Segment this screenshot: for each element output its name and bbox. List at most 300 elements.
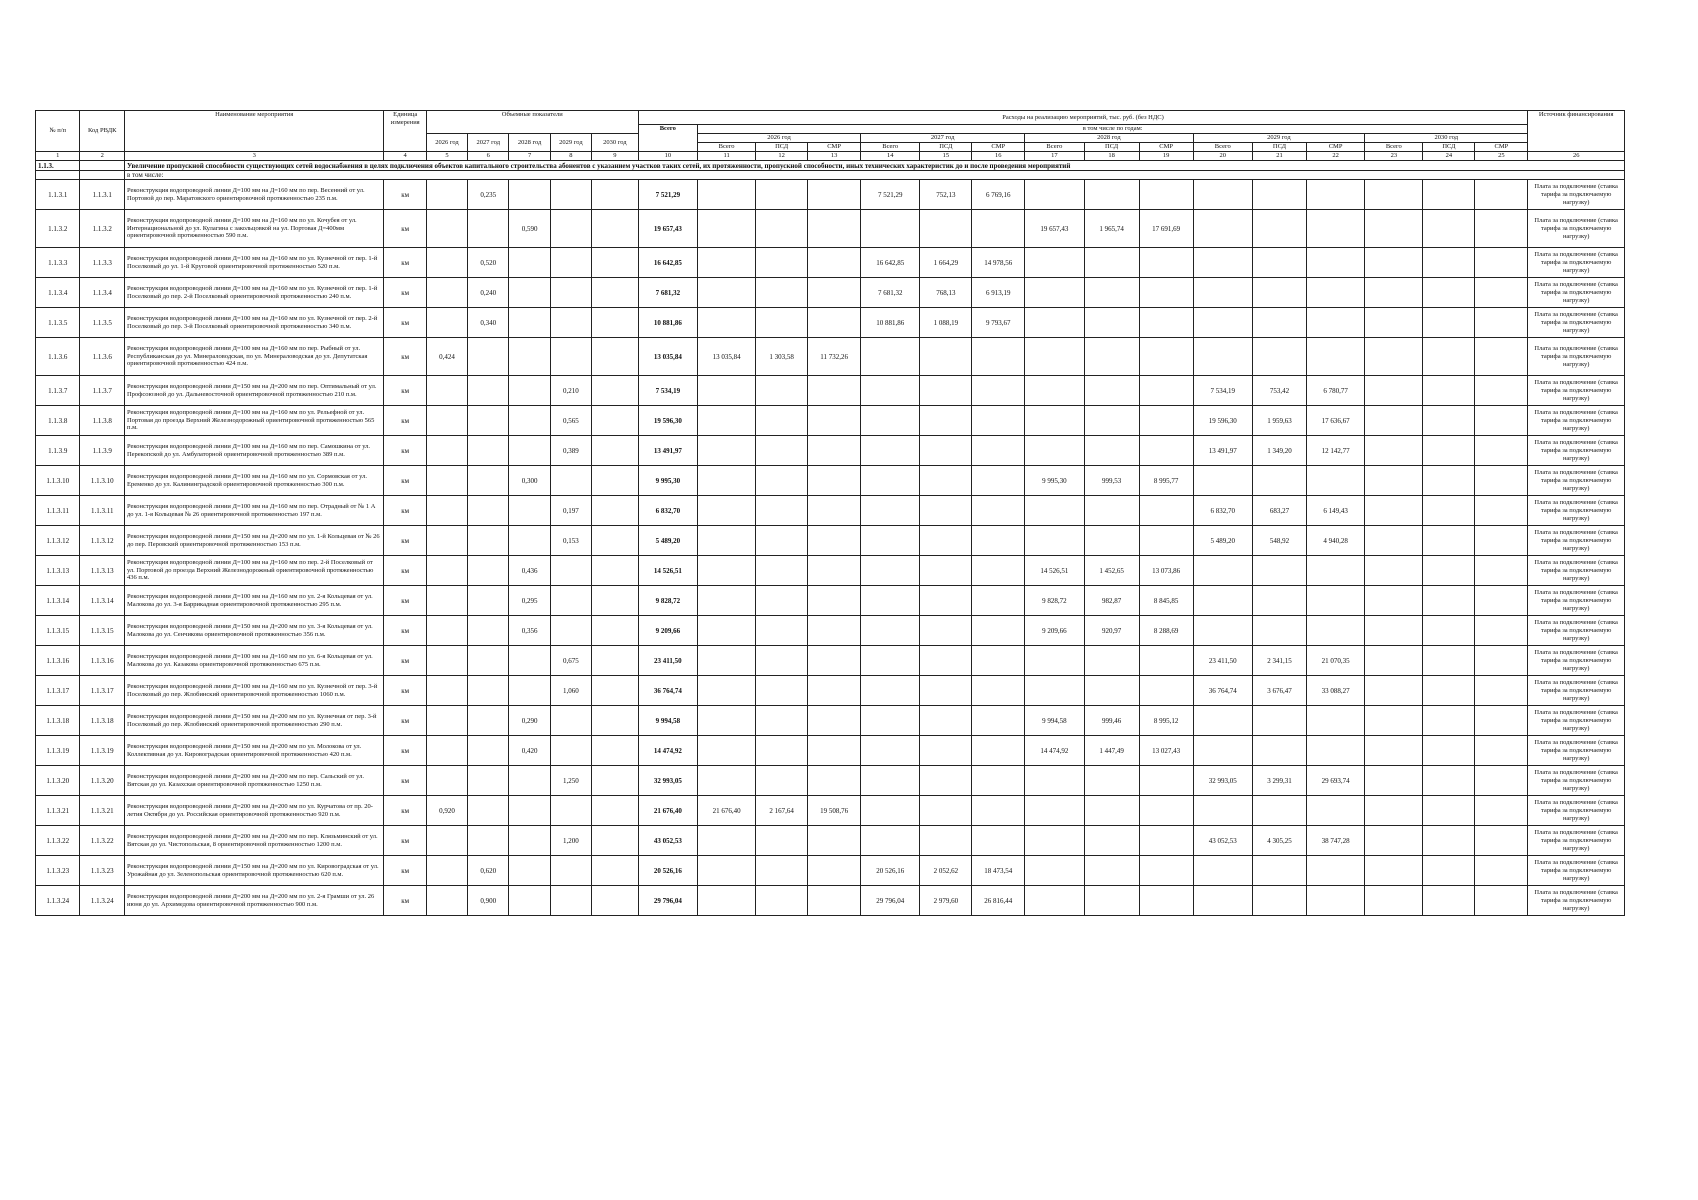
row-volume-y2026 (426, 248, 467, 278)
row-source: Плата за подключение (ставка тарифа за подключаемую нагрузку) (1528, 826, 1625, 856)
row-cost-y2030-total (1365, 436, 1423, 466)
row-cost-y2028-smr (1139, 856, 1193, 886)
row-cost-y2026-total (697, 180, 755, 210)
row-cost-y2028-smr (1139, 646, 1193, 676)
section-row (36, 161, 1625, 171)
row-volume-y2026 (426, 706, 467, 736)
row-total: 13 491,97 (638, 436, 697, 466)
col-header-by-years: в том числе по годам: (697, 125, 1527, 134)
row-cost-y2030-total (1365, 526, 1423, 556)
row-cost-y2030-smr (1475, 466, 1528, 496)
row-name: Реконструкция водопроводной линии Д=100 мм на Д=160 мм по ул. 2-я Кольцевая от ул. Малокова до ул. 3-я Баррикадная ориентировочной протяженностью 295 п.м. (124, 586, 384, 616)
row-cost-y2027-total: 16 642,85 (861, 248, 920, 278)
row-num: 1.1.3.3 (36, 248, 80, 278)
row-volume-y2028 (509, 646, 550, 676)
row-volume-y2026 (426, 436, 467, 466)
row-unit: км (384, 676, 426, 706)
row-cost-y2026-smr (808, 466, 861, 496)
sub-total: Всего (1025, 143, 1084, 152)
row-code: 1.1.3.7 (80, 376, 124, 406)
row-num: 1.1.3.6 (36, 338, 80, 376)
row-name: Реконструкция водопроводной линии Д=150 мм на Д=200 мм по ул. Кузнечная от пер. 3-й Поселковый до пер. Жлобинский ориентировочной протяженностью 290 п.м. (124, 706, 384, 736)
row-cost-y2029-psd: 3 299,31 (1252, 766, 1306, 796)
row-cost-y2030-psd (1423, 586, 1475, 616)
column-number: 8 (550, 152, 591, 161)
row-cost-y2026-smr (808, 766, 861, 796)
row-num: 1.1.3.18 (36, 706, 80, 736)
row-cost-y2028-smr: 8 995,77 (1139, 466, 1193, 496)
expense-year-2: 2027 год (861, 134, 1025, 143)
row-cost-y2030-psd (1423, 826, 1475, 856)
row-cost-y2026-smr (808, 406, 861, 436)
row-total: 23 411,50 (638, 646, 697, 676)
row-cost-y2029-smr: 6 149,43 (1306, 496, 1364, 526)
row-num: 1.1.3.5 (36, 308, 80, 338)
row-name: Реконструкция водопроводной линии Д=100 мм на Д=160 мм по ул. Кузнечной от пер. 3-й Поселковый до пер. Жлобинский ориентировочной протяженностью 1060 п.м. (124, 676, 384, 706)
row-cost-y2026-total (697, 436, 755, 466)
row-volume-y2030 (592, 308, 639, 338)
row-cost-y2027-total (861, 436, 920, 466)
row-volume-y2030 (592, 436, 639, 466)
row-cost-y2030-total (1365, 466, 1423, 496)
row-cost-y2029-smr (1306, 556, 1364, 586)
row-cost-y2030-total (1365, 646, 1423, 676)
row-volume-y2028 (509, 766, 550, 796)
row-volume-y2030 (592, 616, 639, 646)
row-code: 1.1.3.16 (80, 646, 124, 676)
row-cost-y2026-psd (756, 526, 808, 556)
row-cost-y2026-total (697, 826, 755, 856)
row-cost-y2029-psd (1252, 210, 1306, 248)
row-volume-y2028 (509, 886, 550, 916)
row-cost-y2030-psd (1423, 248, 1475, 278)
row-cost-y2027-psd (920, 676, 972, 706)
column-number: 25 (1475, 152, 1528, 161)
table-row (36, 826, 1625, 856)
row-cost-y2028-total (1025, 676, 1084, 706)
row-cost-y2027-smr (972, 736, 1025, 766)
row-volume-y2029: 0,197 (550, 496, 591, 526)
row-volume-y2027: 0,620 (468, 856, 509, 886)
row-code: 1.1.3.4 (80, 278, 124, 308)
row-volume-y2026 (426, 736, 467, 766)
row-cost-y2028-total: 9 995,30 (1025, 466, 1084, 496)
row-volume-y2027: 0,900 (468, 886, 509, 916)
row-volume-y2028 (509, 308, 550, 338)
row-volume-y2029 (550, 210, 591, 248)
row-name: Реконструкция водопроводной линии Д=150 мм на Д=200 мм по ул. Кировоградская от ул. Урожайная до ул. Зеленопольская ориентировочной протяженностью 620 п.м. (124, 856, 384, 886)
row-cost-y2028-smr: 13 073,86 (1139, 556, 1193, 586)
row-cost-y2030-smr (1475, 556, 1528, 586)
row-cost-y2028-total (1025, 376, 1084, 406)
row-cost-y2029-smr (1306, 308, 1364, 338)
row-source: Плата за подключение (ставка тарифа за подключаемую нагрузку) (1528, 856, 1625, 886)
column-number: 12 (756, 152, 808, 161)
sub-total: Всего (1365, 143, 1423, 152)
row-cost-y2029-total: 13 491,97 (1193, 436, 1252, 466)
row-name: Реконструкция водопроводной линии Д=200 мм на Д=200 мм по пер. Клязьминский от ул. Вятская до ул. Чистопольская, 8 ориентировочной протяженностью 1200 п.м. (124, 826, 384, 856)
volume-year-3: 2028 год (509, 134, 550, 152)
row-cost-y2026-smr (808, 826, 861, 856)
row-cost-y2026-psd (756, 886, 808, 916)
row-unit: км (384, 526, 426, 556)
table-row (36, 406, 1625, 436)
row-cost-y2029-smr (1306, 616, 1364, 646)
row-volume-y2027 (468, 646, 509, 676)
row-source: Плата за подключение (ставка тарифа за подключаемую нагрузку) (1528, 436, 1625, 466)
row-total: 9 995,30 (638, 466, 697, 496)
row-cost-y2029-total (1193, 210, 1252, 248)
row-volume-y2029: 0,675 (550, 646, 591, 676)
column-number: 4 (384, 152, 426, 161)
row-cost-y2029-smr (1306, 706, 1364, 736)
row-cost-y2030-smr (1475, 180, 1528, 210)
row-source: Плата за подключение (ставка тарифа за подключаемую нагрузку) (1528, 706, 1625, 736)
column-number: 13 (808, 152, 861, 161)
row-name: Реконструкция водопроводной линии Д=100 мм на Д=160 мм по ул. Кузнечной от пер. 1-й Поселковый до ул. 1-й Круговой ориентировочной протяженностью 520 п.м. (124, 248, 384, 278)
row-cost-y2029-psd: 4 305,25 (1252, 826, 1306, 856)
table-row (36, 338, 1625, 376)
row-cost-y2028-psd (1084, 766, 1139, 796)
row-cost-y2029-smr (1306, 736, 1364, 766)
section-title: Увеличение пропускной способности существующих сетей водоснабжения в целях подключения объектов капитального строительства абонентов с указанием участков таких сетей, их протяженности, пропускной способности, иных технических характеристик до и после проведения мероприятий (124, 161, 1624, 171)
row-cost-y2029-psd (1252, 308, 1306, 338)
column-number: 15 (920, 152, 972, 161)
row-cost-y2027-smr: 9 793,67 (972, 308, 1025, 338)
row-cost-y2026-psd (756, 556, 808, 586)
row-cost-y2029-total (1193, 466, 1252, 496)
row-source: Плата за подключение (ставка тарифа за подключаемую нагрузку) (1528, 210, 1625, 248)
row-unit: км (384, 496, 426, 526)
row-cost-y2028-total (1025, 646, 1084, 676)
row-cost-y2026-psd (756, 646, 808, 676)
row-cost-y2028-psd (1084, 406, 1139, 436)
row-code: 1.1.3.14 (80, 586, 124, 616)
row-cost-y2027-smr (972, 526, 1025, 556)
row-cost-y2028-psd (1084, 436, 1139, 466)
column-number: 14 (861, 152, 920, 161)
row-cost-y2029-smr: 12 142,77 (1306, 436, 1364, 466)
row-cost-y2029-psd (1252, 586, 1306, 616)
row-cost-y2027-smr (972, 436, 1025, 466)
row-volume-y2030 (592, 406, 639, 436)
row-source: Плата за подключение (ставка тарифа за подключаемую нагрузку) (1528, 766, 1625, 796)
row-code: 1.1.3.23 (80, 856, 124, 886)
row-volume-y2028: 0,295 (509, 586, 550, 616)
row-unit: км (384, 586, 426, 616)
row-cost-y2026-psd (756, 856, 808, 886)
row-cost-y2026-total (697, 766, 755, 796)
measures-table (35, 110, 1625, 916)
row-cost-y2029-smr (1306, 338, 1364, 376)
row-volume-y2027 (468, 616, 509, 646)
row-volume-y2029 (550, 308, 591, 338)
table-row (36, 496, 1625, 526)
row-total: 19 657,43 (638, 210, 697, 248)
expense-year-1: 2026 год (697, 134, 860, 143)
row-cost-y2028-smr (1139, 180, 1193, 210)
row-cost-y2026-psd: 2 167,64 (756, 796, 808, 826)
row-unit: км (384, 736, 426, 766)
expense-year-3: 2028 год (1025, 134, 1193, 143)
row-cost-y2029-total: 43 052,53 (1193, 826, 1252, 856)
row-total: 19 596,30 (638, 406, 697, 436)
row-cost-y2030-psd (1423, 406, 1475, 436)
row-cost-y2027-smr: 14 978,56 (972, 248, 1025, 278)
row-cost-y2028-smr: 8 845,85 (1139, 586, 1193, 616)
row-volume-y2028 (509, 406, 550, 436)
row-cost-y2030-smr (1475, 376, 1528, 406)
row-cost-y2027-total (861, 556, 920, 586)
row-volume-y2029: 1,200 (550, 826, 591, 856)
table-row (36, 586, 1625, 616)
row-name: Реконструкция водопроводной линии Д=150 мм на Д=200 мм по ул. 3-я Кольцевая от ул. Малокова до ул. Сенчикова ориентировочной протяженностью 356 п.м. (124, 616, 384, 646)
row-cost-y2027-psd (920, 706, 972, 736)
row-num: 1.1.3.2 (36, 210, 80, 248)
column-number: 7 (509, 152, 550, 161)
row-cost-y2026-total (697, 210, 755, 248)
row-volume-y2030 (592, 826, 639, 856)
row-volume-y2029 (550, 586, 591, 616)
row-num: 1.1.3.20 (36, 766, 80, 796)
row-num: 1.1.3.24 (36, 886, 80, 916)
row-cost-y2029-total (1193, 248, 1252, 278)
row-num: 1.1.3.1 (36, 180, 80, 210)
row-volume-y2027: 0,235 (468, 180, 509, 210)
row-cost-y2027-smr: 6 769,16 (972, 180, 1025, 210)
row-cost-y2027-smr (972, 616, 1025, 646)
row-cost-y2030-psd (1423, 736, 1475, 766)
column-number: 24 (1423, 152, 1475, 161)
row-unit: км (384, 248, 426, 278)
row-cost-y2028-total (1025, 338, 1084, 376)
column-number: 11 (697, 152, 755, 161)
row-code: 1.1.3.1 (80, 180, 124, 210)
row-cost-y2026-total (697, 646, 755, 676)
row-cost-y2030-total (1365, 556, 1423, 586)
row-cost-y2026-smr (808, 586, 861, 616)
row-cost-y2028-total (1025, 406, 1084, 436)
row-cost-y2028-total (1025, 886, 1084, 916)
row-volume-y2030 (592, 526, 639, 556)
investment-program-table (35, 110, 1625, 916)
row-cost-y2030-smr (1475, 406, 1528, 436)
row-cost-y2030-psd (1423, 646, 1475, 676)
row-cost-y2026-smr (808, 248, 861, 278)
row-volume-y2030 (592, 586, 639, 616)
row-volume-y2027 (468, 826, 509, 856)
row-num: 1.1.3.7 (36, 376, 80, 406)
row-volume-y2029: 0,565 (550, 406, 591, 436)
col-header-total: Всего (638, 125, 697, 152)
row-volume-y2030 (592, 496, 639, 526)
row-cost-y2029-smr: 4 940,28 (1306, 526, 1364, 556)
row-total: 10 881,86 (638, 308, 697, 338)
row-cost-y2026-total (697, 496, 755, 526)
row-cost-y2028-psd (1084, 886, 1139, 916)
row-cost-y2026-total: 13 035,84 (697, 338, 755, 376)
row-volume-y2029 (550, 466, 591, 496)
column-number: 18 (1084, 152, 1139, 161)
row-cost-y2027-psd (920, 376, 972, 406)
table-row (36, 886, 1625, 916)
row-cost-y2026-psd (756, 376, 808, 406)
row-cost-y2027-psd: 2 052,62 (920, 856, 972, 886)
row-cost-y2029-psd (1252, 338, 1306, 376)
row-volume-y2027 (468, 676, 509, 706)
row-cost-y2029-total: 5 489,20 (1193, 526, 1252, 556)
row-cost-y2026-smr (808, 646, 861, 676)
row-cost-y2028-smr: 8 995,12 (1139, 706, 1193, 736)
row-cost-y2028-total (1025, 766, 1084, 796)
row-volume-y2030 (592, 248, 639, 278)
row-volume-y2026 (426, 406, 467, 436)
row-volume-y2028 (509, 526, 550, 556)
row-cost-y2028-psd (1084, 676, 1139, 706)
row-cost-y2030-total (1365, 706, 1423, 736)
row-cost-y2026-psd (756, 248, 808, 278)
row-cost-y2030-total (1365, 856, 1423, 886)
table-row (36, 180, 1625, 210)
row-cost-y2027-smr (972, 406, 1025, 436)
table-row (36, 526, 1625, 556)
row-source: Плата за подключение (ставка тарифа за подключаемую нагрузку) (1528, 496, 1625, 526)
row-cost-y2028-smr (1139, 826, 1193, 856)
sub-psd: ПСД (1084, 143, 1139, 152)
row-cost-y2029-total (1193, 338, 1252, 376)
row-cost-y2027-smr (972, 706, 1025, 736)
row-cost-y2029-smr: 38 747,28 (1306, 826, 1364, 856)
table-row (36, 676, 1625, 706)
row-cost-y2027-psd (920, 646, 972, 676)
row-volume-y2026 (426, 646, 467, 676)
row-cost-y2029-smr: 17 636,67 (1306, 406, 1364, 436)
row-total: 20 526,16 (638, 856, 697, 886)
row-code: 1.1.3.11 (80, 496, 124, 526)
row-cost-y2028-psd: 1 447,49 (1084, 736, 1139, 766)
row-volume-y2026 (426, 376, 467, 406)
row-volume-y2030 (592, 466, 639, 496)
row-source: Плата за подключение (ставка тарифа за подключаемую нагрузку) (1528, 586, 1625, 616)
row-unit: км (384, 436, 426, 466)
row-total: 29 796,04 (638, 886, 697, 916)
row-cost-y2029-psd: 1 959,63 (1252, 406, 1306, 436)
row-volume-y2029 (550, 886, 591, 916)
row-volume-y2026 (426, 766, 467, 796)
row-cost-y2029-psd (1252, 736, 1306, 766)
row-cost-y2030-total (1365, 376, 1423, 406)
row-cost-y2030-psd (1423, 856, 1475, 886)
row-volume-y2028 (509, 278, 550, 308)
row-volume-y2027 (468, 526, 509, 556)
row-cost-y2030-total (1365, 248, 1423, 278)
row-unit: км (384, 338, 426, 376)
col-header-source: Источник финансирования (1528, 111, 1625, 152)
row-cost-y2027-total (861, 376, 920, 406)
row-cost-y2026-total (697, 736, 755, 766)
row-cost-y2027-smr (972, 766, 1025, 796)
row-cost-y2027-psd (920, 736, 972, 766)
row-cost-y2030-psd (1423, 308, 1475, 338)
row-unit: км (384, 466, 426, 496)
row-cost-y2027-psd (920, 338, 972, 376)
sub-total: Всего (697, 143, 755, 152)
row-source: Плата за подключение (ставка тарифа за подключаемую нагрузку) (1528, 526, 1625, 556)
row-cost-y2027-total (861, 586, 920, 616)
sub-smr: СМР (1475, 143, 1528, 152)
row-cost-y2027-smr (972, 338, 1025, 376)
row-cost-y2026-smr (808, 676, 861, 706)
row-volume-y2027 (468, 376, 509, 406)
row-volume-y2026 (426, 210, 467, 248)
row-source: Плата за подключение (ставка тарифа за подключаемую нагрузку) (1528, 556, 1625, 586)
section-subtitle: в том числе: (124, 171, 1624, 180)
row-volume-y2026 (426, 886, 467, 916)
row-cost-y2026-smr (808, 526, 861, 556)
row-cost-y2029-psd (1252, 706, 1306, 736)
row-cost-y2028-psd: 982,87 (1084, 586, 1139, 616)
row-cost-y2028-total: 14 526,51 (1025, 556, 1084, 586)
row-cost-y2028-smr (1139, 526, 1193, 556)
row-volume-y2027 (468, 436, 509, 466)
row-cost-y2029-total: 36 764,74 (1193, 676, 1252, 706)
table-body (36, 161, 1625, 916)
row-cost-y2027-smr (972, 796, 1025, 826)
row-cost-y2030-smr (1475, 248, 1528, 278)
row-cost-y2028-psd (1084, 526, 1139, 556)
row-source: Плата за подключение (ставка тарифа за подключаемую нагрузку) (1528, 646, 1625, 676)
row-volume-y2028: 0,420 (509, 736, 550, 766)
row-cost-y2030-psd (1423, 526, 1475, 556)
row-volume-y2028: 0,290 (509, 706, 550, 736)
row-code: 1.1.3.19 (80, 736, 124, 766)
row-cost-y2030-total (1365, 796, 1423, 826)
table-row (36, 796, 1625, 826)
row-volume-y2028 (509, 856, 550, 886)
row-cost-y2026-psd: 1 303,58 (756, 338, 808, 376)
row-code: 1.1.3.13 (80, 556, 124, 586)
row-cost-y2029-smr (1306, 278, 1364, 308)
row-cost-y2028-smr (1139, 406, 1193, 436)
row-cost-y2027-smr: 18 473,54 (972, 856, 1025, 886)
row-cost-y2029-psd: 3 676,47 (1252, 676, 1306, 706)
row-num: 1.1.3.9 (36, 436, 80, 466)
volume-year-5: 2030 год (592, 134, 639, 152)
row-code: 1.1.3.17 (80, 676, 124, 706)
row-cost-y2029-psd (1252, 886, 1306, 916)
row-volume-y2028 (509, 338, 550, 376)
row-code: 1.1.3.21 (80, 796, 124, 826)
row-cost-y2030-total (1365, 180, 1423, 210)
row-volume-y2029: 1,250 (550, 766, 591, 796)
row-cost-y2026-smr: 19 508,76 (808, 796, 861, 826)
row-cost-y2027-total (861, 706, 920, 736)
row-cost-y2027-psd: 2 979,60 (920, 886, 972, 916)
row-cost-y2030-psd (1423, 466, 1475, 496)
row-cost-y2029-total (1193, 308, 1252, 338)
table-row (36, 616, 1625, 646)
row-volume-y2030 (592, 766, 639, 796)
row-volume-y2027 (468, 586, 509, 616)
row-volume-y2027 (468, 766, 509, 796)
row-volume-y2029 (550, 278, 591, 308)
row-volume-y2030 (592, 556, 639, 586)
row-volume-y2028 (509, 436, 550, 466)
row-total: 14 474,92 (638, 736, 697, 766)
row-num: 1.1.3.21 (36, 796, 80, 826)
row-unit: км (384, 766, 426, 796)
row-cost-y2026-total (697, 676, 755, 706)
